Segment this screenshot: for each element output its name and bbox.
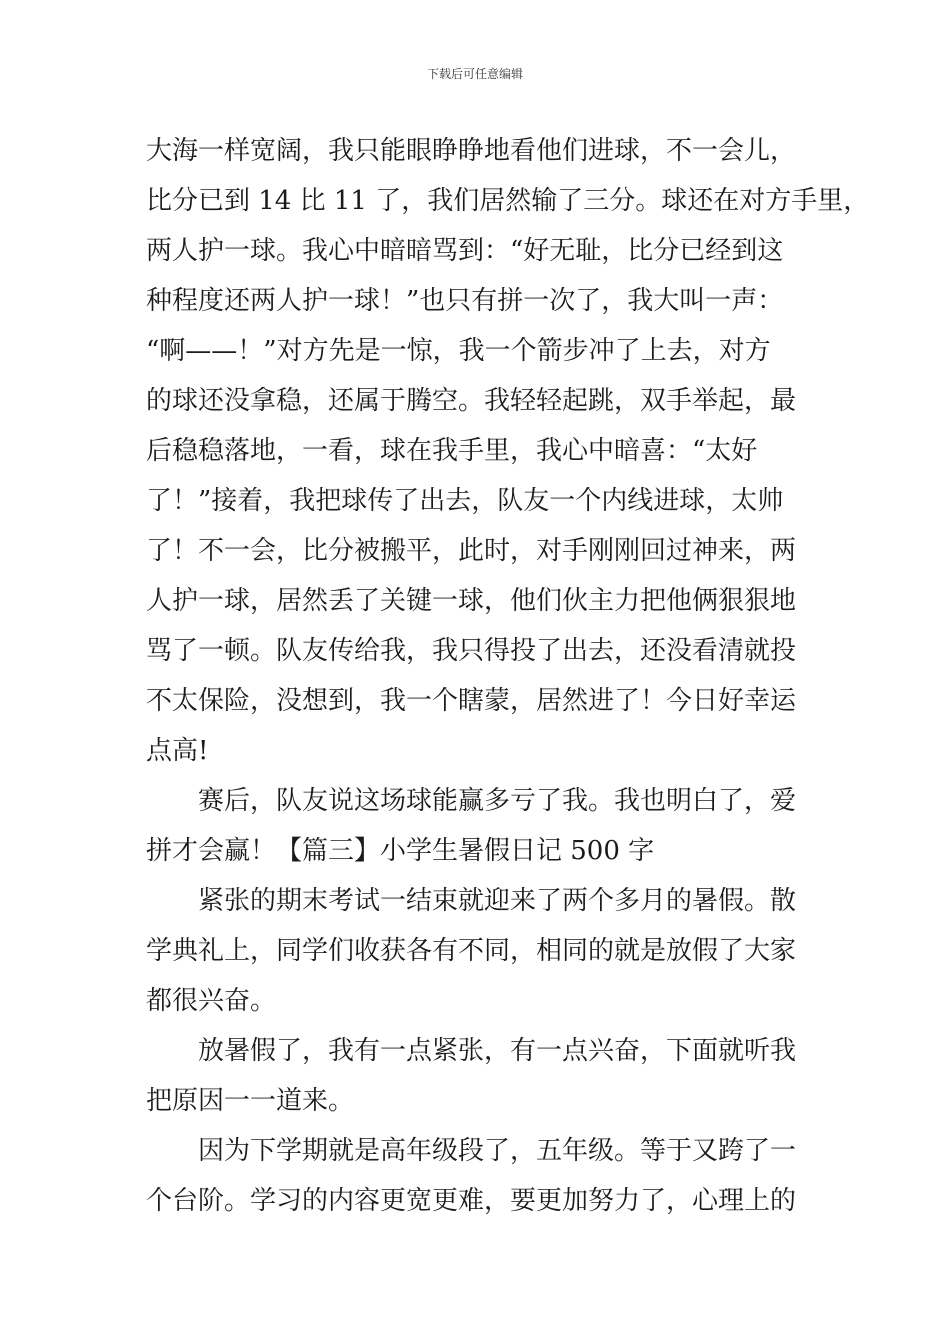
text-line: 赛后，队友说这场球能赢多亏了我。我也明白了，爱 bbox=[198, 786, 797, 816]
text-line: 了！不一会，比分被搬平，此时，对手刚刚回过神来，两 bbox=[146, 536, 797, 566]
text-line: 个台阶。学习的内容更宽更难，要更加努力了，心理上的 bbox=[146, 1186, 797, 1216]
text-line: “啊——！”对方先是一惊，我一个箭步冲了上去，对方 bbox=[146, 336, 771, 366]
text-line: 比分已到 14 比 11 了，我们居然输了三分。球还在对方手里， bbox=[146, 186, 870, 216]
text-line: 不太保险，没想到，我一个瞎蒙，居然进了！今日好幸运 bbox=[146, 686, 797, 716]
text-line: 学典礼上，同学们收获各有不同，相同的就是放假了大家 bbox=[146, 936, 797, 966]
text-line: 放暑假了，我有一点紧张，有一点兴奋，下面就听我 bbox=[198, 1036, 797, 1066]
text-line: 两人护一球。我心中暗暗骂到：“好无耻，比分已经到这 bbox=[146, 236, 784, 266]
text-line: 拼才会赢！【篇三】小学生暑假日记 500 字 bbox=[146, 836, 655, 866]
text-line: 都很兴奋。 bbox=[146, 986, 277, 1016]
page-header: 下载后可任意编辑 bbox=[426, 67, 523, 81]
text-line: 紧张的期末考试一结束就迎来了两个多月的暑假。散 bbox=[198, 886, 797, 916]
text-line: 的球还没拿稳，还属于腾空。我轻轻起跳，双手举起，最 bbox=[146, 386, 797, 416]
text-line: 点高! bbox=[146, 736, 209, 766]
text-line: 因为下学期就是高年级段了，五年级。等于又跨了一 bbox=[198, 1136, 797, 1166]
text-line: 了！”接着，我把球传了出去，队友一个内线进球，太帅 bbox=[146, 486, 784, 516]
text-line: 种程度还两人护一球！”也只有拼一次了，我大叫一声： bbox=[146, 286, 784, 316]
text-line: 大海一样宽阔，我只能眼睁睁地看他们进球，不一会儿， bbox=[146, 136, 797, 166]
text-line: 后稳稳落地，一看，球在我手里，我心中暗喜：“太好 bbox=[146, 436, 758, 466]
text-line: 骂了一顿。队友传给我，我只得投了出去，还没看清就投 bbox=[146, 636, 797, 666]
body-text bbox=[146, 126, 870, 1226]
text-line: 人护一球，居然丢了关键一球，他们伙主力把他俩狠狠地 bbox=[146, 586, 797, 616]
text-line: 把原因一一道来。 bbox=[146, 1086, 355, 1116]
